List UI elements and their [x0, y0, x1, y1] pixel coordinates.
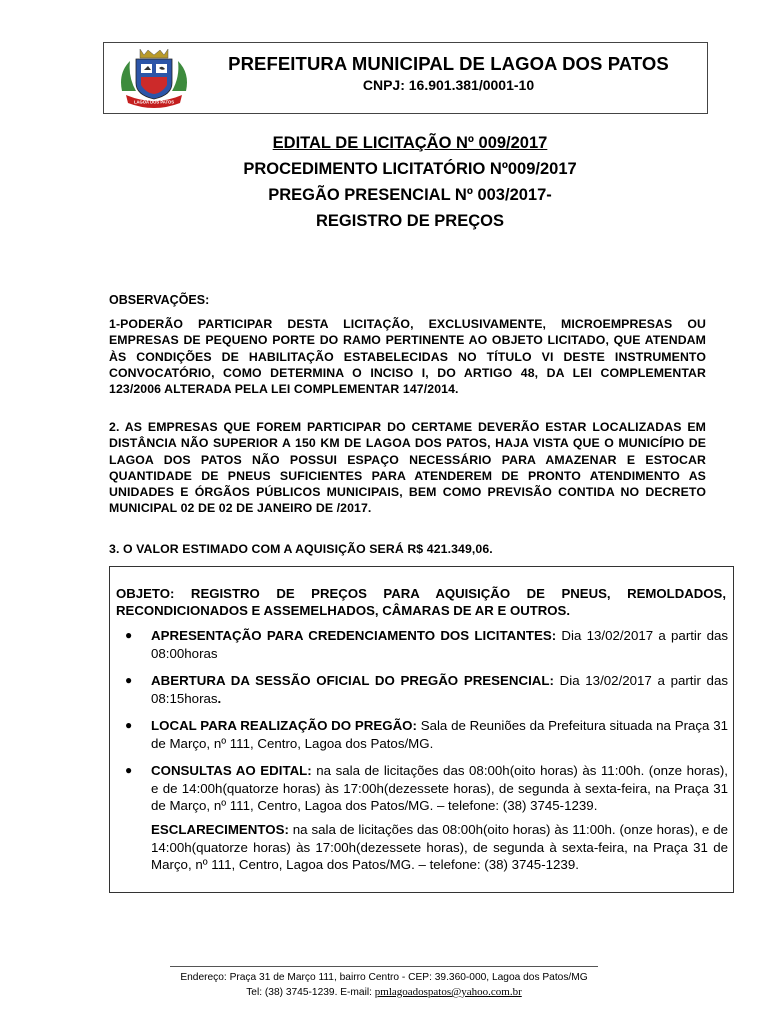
footer-address: Endereço: Praça 31 de Março 111, bairro Centro - CEP: 39.360-000, Lagoa dos Patos/MG: [180, 972, 588, 983]
observacoes-heading: OBSERVAÇÕES:: [109, 293, 210, 307]
objeto-text: : REGISTRO DE PREÇOS PARA AQUISIÇÃO DE PNEUS, REMOLDADOS, RECONDICIONADOS E ASSEMELHADOS, CÂMARAS DE AR E OUTROS.: [116, 586, 726, 618]
org-name: PREFEITURA MUNICIPAL DE LAGOA DOS PATOS: [228, 53, 669, 74]
pregao-title: PREGÃO PRESENCIAL Nº 003/2017-: [268, 186, 552, 204]
footer: [170, 970, 598, 1000]
list-item: ● ABERTURA DA SESSÃO OFICIAL DO PREGÃO PRESENCIAL: Dia 13/02/2017 a partir das 08:15horas.: [125, 673, 728, 706]
registro-title: REGISTRO DE PREÇOS: [316, 212, 504, 230]
cnpj: CNPJ: 16.901.381/0001-10: [362, 77, 535, 93]
objeto-label: OBJETO: [116, 586, 170, 601]
municipal-coat-of-arms-logo: [114, 45, 194, 111]
footer-contact: Tel: (38) 3745-1239. E-mail: pmlagoadospatos@yahoo.com.br: [246, 986, 522, 998]
list-item: ● APRESENTAÇÃO PARA CREDENCIAMENTO DOS LICITANTES: Dia 13/02/2017 a partir das 08:00horas: [125, 628, 729, 661]
letterhead: [103, 42, 708, 114]
bullet-icon: ●: [125, 763, 133, 777]
observacao-item-1: 1-PODERÃO PARTICIPAR DESTA LICITAÇÃO, EXCLUSIVAMENTE, MICROEMPRESAS OU EMPRESAS DE PEQUENO PORTE DO RAMO PERTINENTE AO OBJETO LICITADO, QUE ATENDAM ÀS CONDIÇÕES DE HABILITAÇÃO ESTABELECIDAS NO TÍTULO VI DESTE INSTRUMENTO CONVOCATÓRIO, COMO DETERMINA O INCISO I, DO ARTIGO 48, DA LEI COMPLEMENTAR 123/2006 ALTERADA PELA LEI COMPLEMENTAR 147/2014.: [109, 317, 706, 397]
esclarecimentos: ESCLARECIMENTOS: na sala de licitações das 08:00h(oito horas) às 11:00h. (onze horas), e de 14:00h(quatorze horas) às 17:00h(dezessete horas), de segunda à sexta-feira, na Praça 31 de Março, nº 111, Centro, Lagoa dos Patos/MG. – telefone: (38) 3745-1239.: [151, 822, 728, 872]
footer-email-link[interactable]: pmlagoadospatos@yahoo.com.br: [374, 986, 522, 998]
observacao-item-2: 2. AS EMPRESAS QUE FOREM PARTICIPAR DO CERTAME DEVERÃO ESTAR LOCALIZADAS EM DISTÂNCIA NÃO SUPERIOR A 150 KM DE LAGOA DOS PATOS, HAJA VISTA QUE O MUNICÍPIO DE LAGOA DOS PATOS NÃO POSSUI ESPAÇO NECESSÁRIO PARA AMAZENAR E ESTOCAR QUANTIDADE DE PNEUS SUFICIENTES PARA ATENDEREM DE PRONTO ATENDIMENTO AS UNIDADES E ÓRGÃOS PÚBLICOS MUNICIPAIS, BEM COMO PREVISÃO CONTIDA NO DECRETO MUNICIPAL 02 DE 02 DE JANEIRO DE /2017.: [109, 420, 706, 516]
edital-title: EDITAL DE LICITAÇÃO Nº 009/2017: [272, 134, 548, 152]
objeto-box: [109, 566, 734, 893]
edital-titles: [100, 130, 720, 234]
observacao-item-3: 3. O VALOR ESTIMADO COM A AQUISIÇÃO SERÁ R$ 421.349,06.: [109, 542, 493, 556]
svg-text:LAGOA DOS PATOS: LAGOA DOS PATOS: [133, 99, 175, 105]
procedimento-title: PROCEDIMENTO LICITATÓRIO Nº009/2017: [243, 160, 577, 178]
footer-divider: [170, 966, 598, 967]
schedule-list: [124, 627, 728, 825]
list-item: ● CONSULTAS AO EDITAL: na sala de licitações das 08:00h(oito horas) às 11:00h. (onze horas), e de 14:00h(quatorze horas) às 17:00h(dezessete horas), de segunda à sexta-feira, na Praça 31 de Março, nº 111, Centro, Lagoa dos Patos/MG. – telefone: (38) 3745-1239.: [125, 763, 728, 813]
bullet-icon: ●: [125, 673, 133, 687]
objeto-heading: [116, 585, 726, 619]
bullet-icon: ●: [125, 628, 133, 642]
list-item: ● LOCAL PARA REALIZAÇÃO DO PREGÃO: Sala de Reuniões da Prefeitura situada na Praça 31 de Março, nº 111, Centro, Lagoa dos Patos/MG.: [125, 718, 728, 751]
bullet-icon: ●: [125, 718, 133, 732]
